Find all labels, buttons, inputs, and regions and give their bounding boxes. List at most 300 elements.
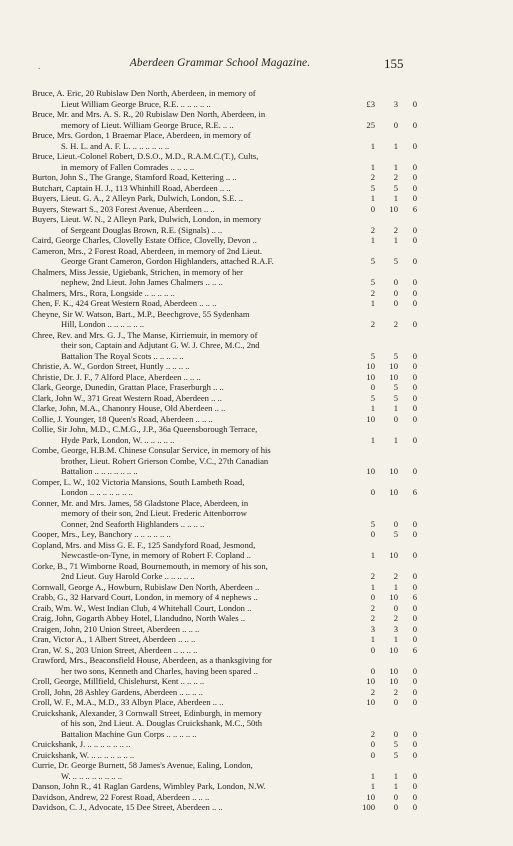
amount-shillings: 0 [393,119,398,130]
amount-shillings: 2 [393,224,398,235]
entry-text: Comper, L. W., 102 Victoria Mansions, South Lambeth Road, [32,476,245,487]
entry-text: Bruce, A. Eric, 20 Rubislaw Den North, Aberdeen, in memory of [32,88,256,98]
amount-pence: 6 [412,203,417,214]
list-item-continuation [0,771,513,782]
list-item-continuation [0,256,513,267]
amount-pence: 0 [412,791,417,802]
list-item [0,235,513,246]
amount-pounds: 0 [370,529,375,539]
amount-pence: 0 [412,382,417,392]
entry-text: Craib, Wm. W., West Indian Club, 4 Whitehall Court, London .. [32,602,252,613]
amount [355,403,437,414]
amount-pence: 0 [412,172,417,182]
amount [355,277,437,288]
entry-text: Chalmers, Mrs., Rora, Longside .. .. .. .. .. [32,287,175,298]
amount [355,393,437,404]
amount [355,372,437,383]
amount-pounds: 1 [370,235,375,245]
amount [355,582,437,593]
list-item [0,403,513,414]
entry-text: Cruickshank, W. .. .. .. .. .. .. .. [32,749,135,760]
amount-pounds: 10 [366,371,375,382]
entry-text: Croll, W. F., M.A., M.D., 33 Albyn Place, Aberdeen .. .. [32,697,224,707]
amount [355,225,437,236]
amount-shillings: 1 [393,140,398,151]
list-item [0,582,513,593]
list-item [0,760,513,771]
amount [355,193,437,204]
entry-text: Croll, George, Millfield, Chislehurst, Kent .. .. .. .. [32,676,205,686]
amount-pence: 0 [412,634,417,644]
amount-shillings: 0 [393,298,398,308]
list-item-continuation [0,456,513,467]
amount-shillings: 0 [393,602,398,613]
entry-text: Christie, Dr. J. F., 7 Alford Place, Aberdeen .. .. .. [32,371,201,382]
entry-text: Davidson, C. J., Advocate, 15 Dee Street, Aberdeen .. .. [32,802,223,812]
list-item [0,655,513,666]
amount-shillings: 1 [393,403,398,413]
amount-pounds: 10 [366,676,375,686]
amount-shillings: 3 [393,623,398,634]
amount-pence: 0 [412,392,417,403]
amount-pence: 0 [412,298,417,308]
list-item [0,414,513,425]
amount-pounds: 2 [370,613,375,623]
amount-pence: 0 [412,235,417,245]
entry-text: Conner, 2nd Seaforth Highlanders .. .. .. .. [61,518,205,529]
amount-pounds: 2 [370,224,375,235]
entry-text: memory of Lieut. William George Bruce, R.E. .. .. [61,119,234,130]
list-item [0,529,513,540]
amount-pounds: 2 [370,571,375,581]
list-item [0,676,513,687]
list-item-continuation [0,666,513,677]
amount-pence: 0 [412,361,417,371]
list-item [0,697,513,708]
subscription-list [0,88,513,813]
amount [355,204,437,215]
entry-text: Battalion .. .. .. .. .. .. .. [61,466,138,476]
amount-pence: 0 [412,119,417,130]
amount-shillings: 5 [393,350,398,361]
entry-text: Chen, F. K., 424 Great Western Road, Aberdeen .. .. .. [32,298,217,308]
amount-pence: 0 [412,739,417,749]
amount [355,361,437,372]
list-item-continuation [0,225,513,236]
amount-shillings: 1 [393,634,398,644]
entry-text: Clark, John W., 371 Great Western Road, Aberdeen .. .. [32,392,222,403]
amount-pounds: 2 [370,686,375,697]
amount-pence: 0 [412,529,417,539]
amount [355,172,437,183]
amount [355,351,437,362]
list-item [0,183,513,194]
amount-pounds: 1 [370,140,375,151]
list-item [0,540,513,551]
amount-pounds: 0 [370,739,375,749]
amount-pence: 0 [412,613,417,623]
amount-shillings: 10 [389,487,398,497]
amount-shillings: 10 [389,644,398,655]
amount-pounds: 0 [370,203,375,214]
entry-text: George Grant Cameron, Gordon Highlanders, attached R.A.F. [61,256,274,266]
amount-pounds: 5 [370,392,375,403]
entry-text: her two sons, Kenneth and Charles, having been spared .. [61,665,258,676]
amount [355,382,437,393]
amount-pence: 0 [412,770,417,781]
amount-pence: 0 [412,749,417,760]
amount-pence: 0 [412,571,417,581]
list-item-continuation [0,351,513,362]
amount [355,666,437,677]
list-item-continuation [0,466,513,477]
amount-pence: 6 [412,644,417,655]
list-item [0,361,513,372]
list-item [0,88,513,99]
amount [355,550,437,561]
amount [355,256,437,267]
list-item [0,613,513,624]
amount-pence: 0 [412,182,417,193]
amount-shillings: 0 [393,802,398,812]
amount [355,592,437,603]
list-item [0,603,513,614]
list-item [0,393,513,404]
amount-shillings: 0 [393,728,398,739]
list-item [0,109,513,120]
amount-pence: 0 [412,665,417,676]
entry-text: Hill, London .. .. .. .. .. .. [61,319,145,329]
entry-text: Buyers, Stewart S., 203 Forest Avenue, Aberdeen .. .. [32,203,215,214]
amount-pence: 0 [412,350,417,361]
amount [355,519,437,530]
amount-pence: 0 [412,161,417,172]
amount-pence: 0 [412,697,417,707]
entry-text: Bruce, Mr. and Mrs. A. S. R., 20 Rubislaw Den North, Aberdeen, in [32,109,266,119]
amount [355,183,437,194]
list-item [0,624,513,635]
amount-pence: 0 [412,728,417,739]
amount-shillings: 0 [393,277,398,287]
entry-text: Cameron, Mrs., 2 Forest Road, Aberdeen, in memory of 2nd Lieut. [32,245,263,256]
amount-pounds: 10 [366,791,375,802]
amount-shillings: 5 [393,182,398,193]
amount-pounds: 1 [370,634,375,644]
amount-pounds: 1 [370,403,375,413]
amount [355,697,437,708]
amount-shillings: 5 [393,529,398,539]
amount-pounds: 25 [366,119,375,130]
list-item-continuation [0,550,513,561]
amount [355,645,437,656]
amount-shillings: 5 [393,739,398,749]
list-item [0,193,513,204]
amount-pounds: 2 [370,172,375,182]
amount [355,781,437,792]
amount-pounds: 10 [366,413,375,424]
amount-pounds: 0 [370,749,375,760]
amount-shillings: 10 [389,466,398,476]
list-item-continuation [0,487,513,498]
amount-shillings: 0 [393,413,398,424]
amount-shillings: 2 [393,571,398,581]
list-item [0,750,513,761]
list-item-continuation [0,729,513,740]
list-item [0,424,513,435]
amount-shillings: 1 [393,161,398,172]
entry-text: of his son, 2nd Lieut. A. Douglas Cruickshank, M.C., 50th [61,718,262,728]
list-item [0,592,513,603]
list-item [0,309,513,320]
entry-text: Christie, A. W., Gordon Street, Huntly .. .. .. .. [32,361,190,371]
amount-pounds: 5 [370,518,375,529]
amount-pence: 0 [412,193,417,203]
entry-text: Butchart, Captain H. J., 113 Whinhill Road, Aberdeen .. .. [32,182,231,193]
amount-shillings: 2 [393,686,398,697]
entry-text: Craig, John, Gogarth Abbey Hotel, Llandudno, North Wales .. [32,613,246,623]
amount [355,319,437,330]
entry-text: Clark, George, Dunedin, Grattan Place, Fraserburgh .. .. [32,382,224,392]
amount-pence: 0 [412,287,417,298]
amount-pounds: 3 [370,623,375,634]
amount-pounds: 2 [370,728,375,739]
entry-text: Conner, Mr. and Mrs. James, 58 Gladstone Place, Aberdeen, in [32,497,249,508]
list-item [0,561,513,572]
amount [355,529,437,540]
amount-shillings: 0 [393,697,398,707]
entry-text: Craigen, John, 210 Union Street, Aberdeen .. .. .. [32,623,200,634]
amount-pence: 0 [412,434,417,445]
entry-text: Cran, W. S., 203 Union Street, Aberdeen .. .. .. .. [32,644,198,655]
list-item [0,382,513,393]
list-item-continuation [0,99,513,110]
entry-text: Chree, Rev. and Mrs. G. J., The Manse, Kirriemuir, in memory of [32,329,258,340]
entry-text: S. H. L. and A. F. L. .. .. .. .. .. .. [61,140,170,151]
amount-pence: 0 [412,581,417,592]
list-item-continuation [0,319,513,330]
amount-pence: 0 [412,550,417,560]
amount-pounds: 100 [362,802,375,812]
list-item-continuation [0,435,513,446]
amount-shillings: 1 [393,193,398,203]
amount-pounds: 1 [370,193,375,203]
amount-shillings: 1 [393,581,398,592]
list-item-continuation [0,718,513,729]
list-item [0,246,513,257]
header-dot: . [38,61,41,71]
amount-pence: 0 [412,371,417,382]
entry-text: Danson, John R., 41 Raglan Gardens, Wimbley Park, London, N.W. [32,781,266,791]
amount [355,235,437,246]
entry-text: memory of their son, 2nd Lieut. Frederic Attenborrow [61,508,247,518]
entry-text: of Sergeant Douglas Brown, R.E. (Signals) .. .. [61,224,223,235]
running-header [0,57,513,73]
amount-shillings: 5 [393,382,398,392]
amount-pounds: £3 [366,98,375,109]
amount-pounds: 10 [366,466,375,476]
list-item-continuation [0,519,513,530]
entry-text: Bruce, Lieut.-Colonel Robert, D.S.O., M.D., R.A.M.C.(T.), Cults, [32,151,259,161]
amount [355,729,437,740]
list-item [0,802,513,813]
amount [355,414,437,425]
amount [355,435,437,446]
list-item-continuation [0,162,513,173]
amount-pence: 0 [412,256,417,266]
amount-pounds: 1 [370,770,375,781]
amount-pence: 6 [412,592,417,602]
amount-shillings: 10 [389,361,398,371]
entry-text: in memory of Fallen Comrades .. .. .. .. [61,161,195,172]
amount-pounds: 0 [370,665,375,676]
amount-pence: 0 [412,413,417,424]
amount [355,750,437,761]
entry-text: Cran, Victor A., 1 Albert Street, Aberdeen .. .. .. [32,634,196,644]
entry-text: Hyde Park, London, W. .. .. .. .. .. [61,434,175,445]
amount-pounds: 2 [370,287,375,298]
entry-text: Battalion The Royal Scots .. .. .. .. .. [61,350,184,361]
amount [355,624,437,635]
list-item-continuation [0,277,513,288]
amount-pounds: 1 [370,298,375,308]
amount-pence: 0 [412,319,417,329]
amount [355,141,437,152]
amount [355,487,437,498]
amount-pounds: 5 [370,277,375,287]
entry-text: Copland, Mrs. and Miss G. E. F., 125 Sandyford Road, Jesmond, [32,539,256,550]
amount-shillings: 1 [393,770,398,781]
amount-shillings: 10 [389,592,398,602]
amount-pence: 0 [412,466,417,476]
amount-pounds: 10 [366,697,375,707]
amount-pounds: 1 [370,434,375,445]
amount [355,739,437,750]
entry-text: 2nd Lieut. Guy Harold Corke .. .. .. .. .. [61,571,195,581]
amount-pounds: 10 [366,361,375,371]
amount [355,613,437,624]
entry-text: Collie, J. Younger, 18 Queen's Road, Aberdeen .. .. .. [32,413,213,424]
amount-pounds: 0 [370,487,375,497]
amount [355,298,437,309]
amount-shillings: 1 [393,434,398,445]
entry-text: Bruce, Mrs. Gordon, 1 Braemar Place, Aberdeen, in memory of [32,130,251,140]
entry-text: Cornwall, George A., Howburn, Rubislaw Den North, Aberdeen .. [32,581,260,592]
amount-pence: 0 [412,224,417,235]
amount-pence: 0 [412,623,417,634]
amount-pence: 0 [412,802,417,812]
amount [355,162,437,173]
amount-shillings: 1 [393,235,398,245]
amount-pence: 0 [412,518,417,529]
list-item [0,634,513,645]
entry-text: their son, Captain and Adjutant G. W. J. Chree, M.C., 2nd [61,340,260,350]
list-item [0,372,513,383]
entry-text: Davidson, Andrew, 22 Forest Road, Aberdeen .. .. .. [32,791,210,802]
entry-text: Crabb, G., 32 Harvard Court, London, in memory of 4 nephews .. [32,592,258,602]
amount-shillings: 5 [393,392,398,403]
amount-shillings: 2 [393,613,398,623]
list-item-continuation [0,120,513,131]
amount-pounds: 5 [370,350,375,361]
amount-shillings: 3 [393,98,398,109]
entry-text: Corke, B., 71 Wimborne Road, Bournemouth, in memory of his son, [32,560,268,571]
list-item [0,687,513,698]
list-item [0,298,513,309]
list-item [0,204,513,215]
amount [355,603,437,614]
amount-pence: 0 [412,98,417,109]
amount-pence: 0 [412,403,417,413]
entry-text: Buyers, Lieut. G. A., 2 Alleyn Park, Dulwich, London, S.E. .. [32,193,244,203]
amount-pence: 0 [412,602,417,613]
amount [355,802,437,813]
amount [355,120,437,131]
amount [355,466,437,477]
amount-shillings: 5 [393,749,398,760]
amount [355,99,437,110]
entry-text: Collie, Sir John, M.D., C.M.G., J.P., 36a Queensborough Terrace, [32,424,258,434]
amount-shillings: 10 [389,203,398,214]
entry-text: Croll, John, 28 Ashley Gardens, Aberdeen .. .. .. .. [32,686,203,697]
list-item [0,477,513,488]
entry-text: Buyers, Lieut. W. N., 2 Alleyn Park, Dulwich, London, in memory [32,214,262,224]
amount-pence: 0 [412,781,417,791]
list-item [0,267,513,278]
amount-pounds: 1 [370,161,375,172]
entry-text: Cruickshank, Alexander, 3 Cornwall Street, Edinburgh, in memory [32,707,262,718]
list-item [0,151,513,162]
entry-text: Lieut William George Bruce, R.E. .. .. .. .. .. [61,98,211,109]
amount-shillings: 0 [393,518,398,529]
amount-shillings: 0 [393,791,398,802]
amount-pence: 0 [412,140,417,151]
entry-text: nephew, 2nd Lieut. John James Chalmers .. .. .. [61,277,223,287]
amount-pounds: 1 [370,781,375,791]
amount [355,571,437,582]
amount-shillings: 10 [389,665,398,676]
amount-shillings: 0 [393,287,398,298]
list-item [0,645,513,656]
list-item [0,498,513,509]
amount [355,634,437,645]
entry-text: W. .. .. .. .. .. .. .. .. [61,770,123,781]
amount-pence: 6 [412,487,417,497]
page-number: 155 [384,56,404,71]
amount [355,792,437,803]
entry-text: Burton, John S., The Grange, Stamford Road, Kettering .. .. [32,172,237,182]
list-item [0,792,513,803]
entry-text: Clarke, John, M.A., Chanonry House, Old Aberdeen .. .. [32,403,226,413]
list-item [0,214,513,225]
list-item [0,288,513,299]
amount-pounds: 5 [370,182,375,193]
list-item-continuation [0,508,513,519]
entry-text: Currie, Dr. George Burnett, 58 James's Avenue, Ealing, London, [32,760,253,770]
amount-shillings: 10 [389,676,398,686]
list-item [0,130,513,141]
entry-text: London .. .. .. .. .. .. .. [61,487,133,497]
amount-shillings: 1 [393,781,398,791]
amount-pounds: 0 [370,644,375,655]
entry-text: Newcastle-on-Tyne, in memory of Robert F. Copland .. [61,550,251,560]
list-item [0,445,513,456]
amount [355,771,437,782]
amount-pence: 0 [412,686,417,697]
list-item [0,172,513,183]
entry-text: Battalion Machine Gun Corps .. .. .. .. .. [61,728,197,739]
amount [355,288,437,299]
page-title: Aberdeen Grammar School Magazine. [129,57,311,69]
